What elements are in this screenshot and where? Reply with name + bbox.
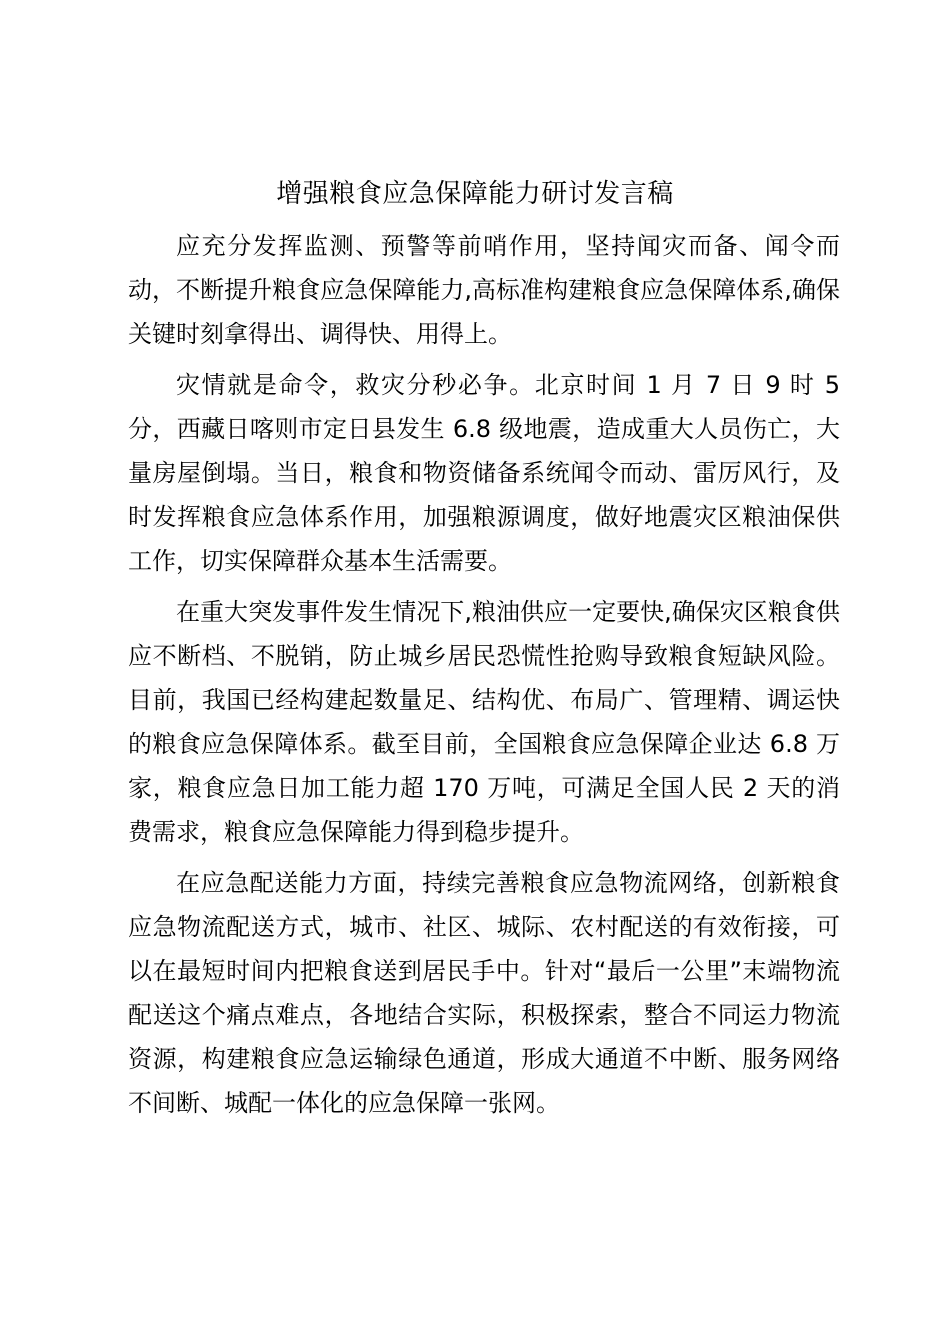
document-body — [128, 224, 840, 1132]
document-title: 增强粮食应急保障能力研讨发言稿 — [276, 179, 674, 209]
paragraph-3: 在重大突发事件发生情况下,粮油供应一定要快,确保灾区粮食供应不断档、不脱销，防止城乡居民恐慌性抢购导致粮食短缺风险。目前，我国已经构建起数量足、结构优、布局广、管理精、调运快的粮食应急保障体系。截至目前，全国粮食应急保障企业达 6.8 万家，粮食应急日加工能力超 170 万吨，可满足全国人民 2 天的消费需求，粮食应急保障能力得到稳步提升。 — [128, 598, 840, 846]
paragraph-4: 在应急配送能力方面，持续完善粮食应急物流网络，创新粮食应急物流配送方式，城市、社区、城际、农村配送的有效衔接，可以在最短时间内把粮食送到居民手中。针对“最后一公里”末端物流配送这个痛点难点，各地结合实际，积极探索，整合不同运力物流资源，构建粮食应急运输绿色通道，形成大通道不中断、服务网络不间断、城配一体化的应急保障一张网。 — [128, 869, 840, 1117]
paragraph-1: 应充分发挥监测、预警等前哨作用，坚持闻灾而备、闻令而动，不断提升粮食应急保障能力,高标准构建粮食应急保障体系,确保关键时刻拿得出、调得快、用得上。 — [128, 232, 840, 348]
paragraph-2: 灾情就是命令，救灾分秒必争。北京时间 1 月 7 日 9 时 5 分，西藏日喀则市定日县发生 6.8 级地震，造成重大人员伤亡，大量房屋倒塌。当日，粮食和物资储备系统闻令而动、雷厉风行，及时发挥粮食应急体系作用，加强粮源调度，做好地震灾区粮油保供工作，切实保障群众基本生活需要。 — [128, 371, 840, 575]
